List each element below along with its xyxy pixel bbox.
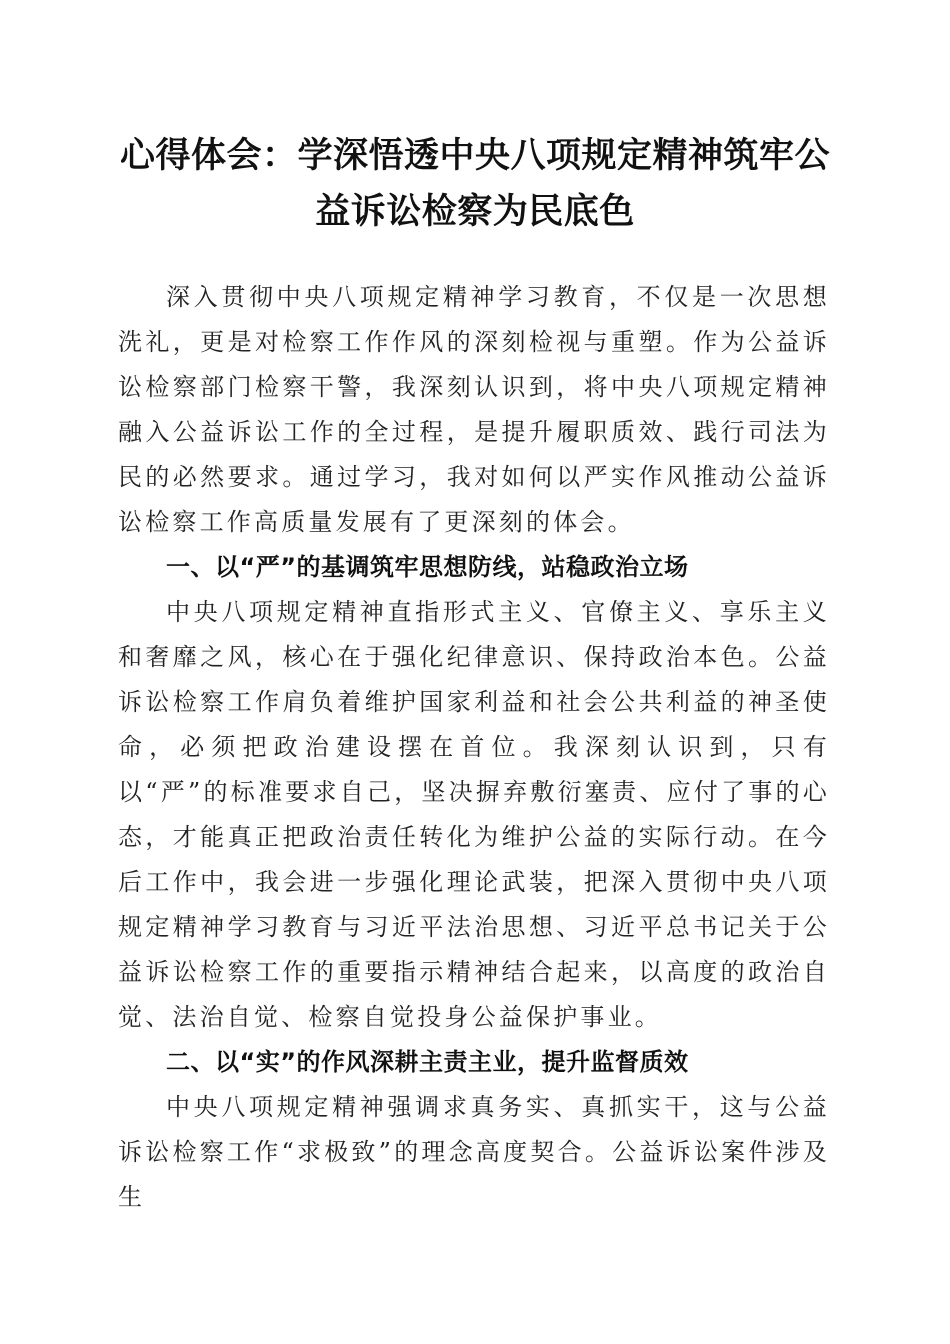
- section-2-heading: 二、以“实”的作风深耕主责主业，提升监督质效: [166, 1048, 689, 1076]
- section-1-heading: 一、以“严”的基调筑牢思想防线，站稳政治立场: [166, 553, 689, 581]
- section-1-paragraph: 中央八项规定精神直指形式主义、官僚主义、享乐主义和奢靡之风，核心在于强化纪律意识、保持政治本色。公益诉讼检察工作肩负着维护国家利益和社会公共利益的神圣使命，必须把政治建设摆在首位。我深刻认识到，只有以“严”的标准要求自己，坚决摒弃敷衍塞责、应付了事的心态，才能真正把政治责任转化为维护公益的实际行动。在今后工作中，我会进一步强化理论武装，把深入贯彻中央八项规定精神学习教育与习近平法治思想、习近平总书记关于公益诉讼检察工作的重要指示精神结合起来，以高度的政治自觉、法治自觉、检察自觉投身公益保护事业。: [118, 598, 830, 1031]
- document-body: [118, 275, 830, 1220]
- document-title-line-2: 益诉讼检察为民底色: [315, 191, 635, 232]
- document-title: [110, 128, 840, 240]
- intro-paragraph: 深入贯彻中央八项规定精神学习教育，不仅是一次思想洗礼，更是对检察工作作风的深刻检视与重塑。作为公益诉讼检察部门检察干警，我深刻认识到，将中央八项规定精神融入公益诉讼工作的全过程，是提升履职质效、践行司法为民的必然要求。通过学习，我对如何以严实作风推动公益诉讼检察工作高质量发展有了更深刻的体会。: [118, 283, 830, 536]
- document-title-line-1: 心得体会：学深悟透中央八项规定精神筑牢公: [119, 135, 830, 176]
- section-2-paragraph: 中央八项规定精神强调求真务实、真抓实干，这与公益诉讼检察工作“求极致”的理念高度契合。公益诉讼案件涉及生: [118, 1093, 830, 1211]
